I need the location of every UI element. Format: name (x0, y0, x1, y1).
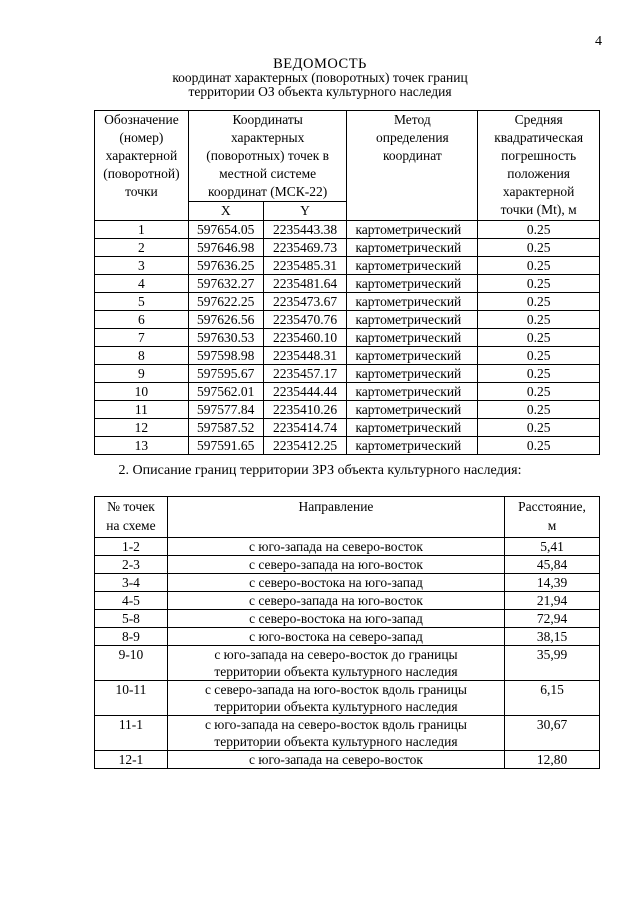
table-row (95, 239, 600, 257)
points-cell: 2-3 (95, 556, 168, 574)
method-cell: картометрический (347, 347, 478, 365)
point-number-cell: 12 (95, 419, 189, 437)
y-coordinate-cell: 2235460.10 (263, 329, 347, 347)
text-line: положения (507, 166, 571, 181)
point-number-cell: 5 (95, 293, 189, 311)
text-line: характерной (502, 184, 575, 199)
x-coordinate-cell: 597595.67 (188, 365, 263, 383)
method-cell: картометрический (347, 275, 478, 293)
x-coordinate-cell: 597636.25 (188, 257, 263, 275)
header-error (478, 111, 600, 221)
text-line: с юго-востока на северо-запад (249, 629, 423, 644)
text-line: территории объекта культурного наследия (214, 699, 458, 714)
direction-cell (167, 628, 504, 646)
table-row (95, 556, 600, 574)
table-row (95, 329, 600, 347)
text-line: Координаты (232, 112, 303, 127)
y-coordinate-cell: 2235443.38 (263, 221, 347, 239)
error-cell: 0.25 (478, 311, 600, 329)
header-direction: Направление (167, 497, 504, 538)
header-designation (95, 111, 189, 221)
point-number-cell: 4 (95, 275, 189, 293)
text-line: характерной (105, 148, 178, 163)
direction-cell (167, 646, 504, 681)
distance-cell: 12,80 (505, 751, 600, 769)
text-line: № точек (107, 499, 155, 514)
direction-cell (167, 751, 504, 769)
method-cell: картометрический (347, 257, 478, 275)
method-cell: картометрический (347, 293, 478, 311)
table-row (95, 437, 600, 455)
text-line: м (547, 518, 557, 533)
y-coordinate-cell: 2235469.73 (263, 239, 347, 257)
x-coordinate-cell: 597577.84 (188, 401, 263, 419)
direction-cell (167, 574, 504, 592)
text-line: характерных (230, 130, 305, 145)
error-cell: 0.25 (478, 419, 600, 437)
distance-cell: 38,15 (505, 628, 600, 646)
distance-cell: 14,39 (505, 574, 600, 592)
points-cell: 5-8 (95, 610, 168, 628)
text-line: квадратическая (494, 130, 584, 145)
direction-cell (167, 556, 504, 574)
text-line: с юго-запада на северо-восток до границы (214, 647, 458, 662)
document-subtitle-line2: территории ОЗ объекта культурного наследия (188, 84, 452, 99)
points-cell: 9-10 (95, 646, 168, 681)
x-coordinate-cell: 597587.52 (188, 419, 263, 437)
table-row (95, 347, 600, 365)
table-row (95, 610, 600, 628)
y-coordinate-cell: 2235444.44 (263, 383, 347, 401)
method-cell: картометрический (347, 329, 478, 347)
point-number-cell: 13 (95, 437, 189, 455)
text-line: с северо-запада на юго-восток (249, 593, 423, 608)
distance-cell: 21,94 (505, 592, 600, 610)
text-line: Средняя (514, 112, 563, 127)
method-cell: картометрический (347, 419, 478, 437)
error-cell: 0.25 (478, 365, 600, 383)
method-cell: картометрический (347, 437, 478, 455)
method-cell: картометрический (347, 383, 478, 401)
text-line: с северо-запада на юго-восток (249, 557, 423, 572)
table-row (95, 574, 600, 592)
method-cell: картометрический (347, 311, 478, 329)
text-line: координат (МСК-22) (208, 184, 328, 199)
distance-cell: 5,41 (505, 538, 600, 556)
text-line: с северо-запада на юго-восток вдоль границы (204, 682, 467, 697)
method-cell: картометрический (347, 401, 478, 419)
distance-cell: 30,67 (505, 716, 600, 751)
header-method (347, 111, 478, 221)
text-line: точки (125, 184, 158, 199)
x-coordinate-cell: 597646.98 (188, 239, 263, 257)
text-line: (номер) (119, 130, 164, 145)
text-line: с северо-востока на юго-запад (249, 575, 423, 590)
error-cell: 0.25 (478, 383, 600, 401)
table-row (95, 628, 600, 646)
x-coordinate-cell: 597591.65 (188, 437, 263, 455)
text-line: с юго-запада на северо-восток (249, 539, 423, 554)
error-cell: 0.25 (478, 329, 600, 347)
text-line: с юго-запада на северо-восток (249, 752, 423, 767)
table-row (95, 751, 600, 769)
text-line: Обозначение (104, 112, 179, 127)
page-number: 4 (595, 34, 602, 49)
x-coordinate-cell: 597632.27 (188, 275, 263, 293)
text-line: Расстояние, (518, 499, 586, 514)
document-subtitle-line1: координат характерных (поворотных) точек границ (172, 70, 468, 85)
table-row (95, 275, 600, 293)
section-title: 2. Описание границ территории ЗРЗ объекта культурного наследия: (118, 463, 522, 478)
table-row (95, 257, 600, 275)
y-coordinate-cell: 2235457.17 (263, 365, 347, 383)
points-cell: 10-11 (95, 681, 168, 716)
y-coordinate-cell: 2235481.64 (263, 275, 347, 293)
distance-cell: 35,99 (505, 646, 600, 681)
table-row (95, 592, 600, 610)
text-line: координат (382, 148, 442, 163)
point-number-cell: 10 (95, 383, 189, 401)
table-row (95, 365, 600, 383)
table-row (95, 646, 600, 681)
x-coordinate-cell: 597562.01 (188, 383, 263, 401)
points-cell: 8-9 (95, 628, 168, 646)
method-cell: картометрический (347, 239, 478, 257)
text-line: территории объекта культурного наследия (214, 734, 458, 749)
table-row (95, 311, 600, 329)
direction-cell (167, 716, 504, 751)
table-row (95, 401, 600, 419)
table-row (95, 538, 600, 556)
header-y: Y (263, 202, 347, 221)
header-coordinates (188, 111, 347, 202)
border-description-table (94, 496, 600, 769)
error-cell: 0.25 (478, 437, 600, 455)
document-title: ВЕДОМОСТЬ (273, 56, 367, 72)
table-row (95, 293, 600, 311)
text-line: территории объекта культурного наследия (214, 664, 458, 679)
point-number-cell: 8 (95, 347, 189, 365)
point-number-cell: 3 (95, 257, 189, 275)
y-coordinate-cell: 2235473.67 (263, 293, 347, 311)
y-coordinate-cell: 2235485.31 (263, 257, 347, 275)
table-row (95, 221, 600, 239)
direction-cell (167, 610, 504, 628)
y-coordinate-cell: 2235470.76 (263, 311, 347, 329)
error-cell: 0.25 (478, 239, 600, 257)
coordinates-table (94, 110, 600, 455)
distance-cell: 72,94 (505, 610, 600, 628)
error-cell: 0.25 (478, 293, 600, 311)
method-cell: картометрический (347, 365, 478, 383)
table-row (95, 681, 600, 716)
points-cell: 1-2 (95, 538, 168, 556)
y-coordinate-cell: 2235448.31 (263, 347, 347, 365)
text-line: на схеме (106, 518, 156, 533)
table-row (95, 716, 600, 751)
direction-cell (167, 592, 504, 610)
table-header-row (95, 497, 600, 538)
text-line: точки (Mt), м (500, 202, 577, 217)
x-coordinate-cell: 597630.53 (188, 329, 263, 347)
points-cell: 11-1 (95, 716, 168, 751)
distance-cell: 6,15 (505, 681, 600, 716)
table-header-row (95, 111, 600, 202)
point-number-cell: 6 (95, 311, 189, 329)
text-line: Метод (393, 112, 431, 127)
table-row (95, 419, 600, 437)
x-coordinate-cell: 597654.05 (188, 221, 263, 239)
table-row (95, 383, 600, 401)
text-line: определения (375, 130, 449, 145)
header-distance (505, 497, 600, 538)
point-number-cell: 7 (95, 329, 189, 347)
point-number-cell: 11 (95, 401, 189, 419)
x-coordinate-cell: 597598.98 (188, 347, 263, 365)
x-coordinate-cell: 597622.25 (188, 293, 263, 311)
distance-cell: 45,84 (505, 556, 600, 574)
error-cell: 0.25 (478, 401, 600, 419)
points-cell: 3-4 (95, 574, 168, 592)
method-cell: картометрический (347, 221, 478, 239)
header-x: X (188, 202, 263, 221)
text-line: (поворотной) (103, 166, 180, 181)
header-points (95, 497, 168, 538)
error-cell: 0.25 (478, 275, 600, 293)
point-number-cell: 1 (95, 221, 189, 239)
y-coordinate-cell: 2235410.26 (263, 401, 347, 419)
error-cell: 0.25 (478, 347, 600, 365)
text-line: местной системе (219, 166, 317, 181)
y-coordinate-cell: 2235414.74 (263, 419, 347, 437)
direction-cell (167, 681, 504, 716)
text-line: (поворотных) точек в (206, 148, 330, 163)
document-header (0, 57, 640, 99)
error-cell: 0.25 (478, 221, 600, 239)
points-cell: 4-5 (95, 592, 168, 610)
point-number-cell: 2 (95, 239, 189, 257)
point-number-cell: 9 (95, 365, 189, 383)
points-cell: 12-1 (95, 751, 168, 769)
direction-cell (167, 538, 504, 556)
text-line: с юго-запада на северо-восток вдоль границы (204, 717, 467, 732)
y-coordinate-cell: 2235412.25 (263, 437, 347, 455)
text-line: погрешность (501, 148, 577, 163)
error-cell: 0.25 (478, 257, 600, 275)
text-line: с северо-востока на юго-запад (249, 611, 423, 626)
x-coordinate-cell: 597626.56 (188, 311, 263, 329)
